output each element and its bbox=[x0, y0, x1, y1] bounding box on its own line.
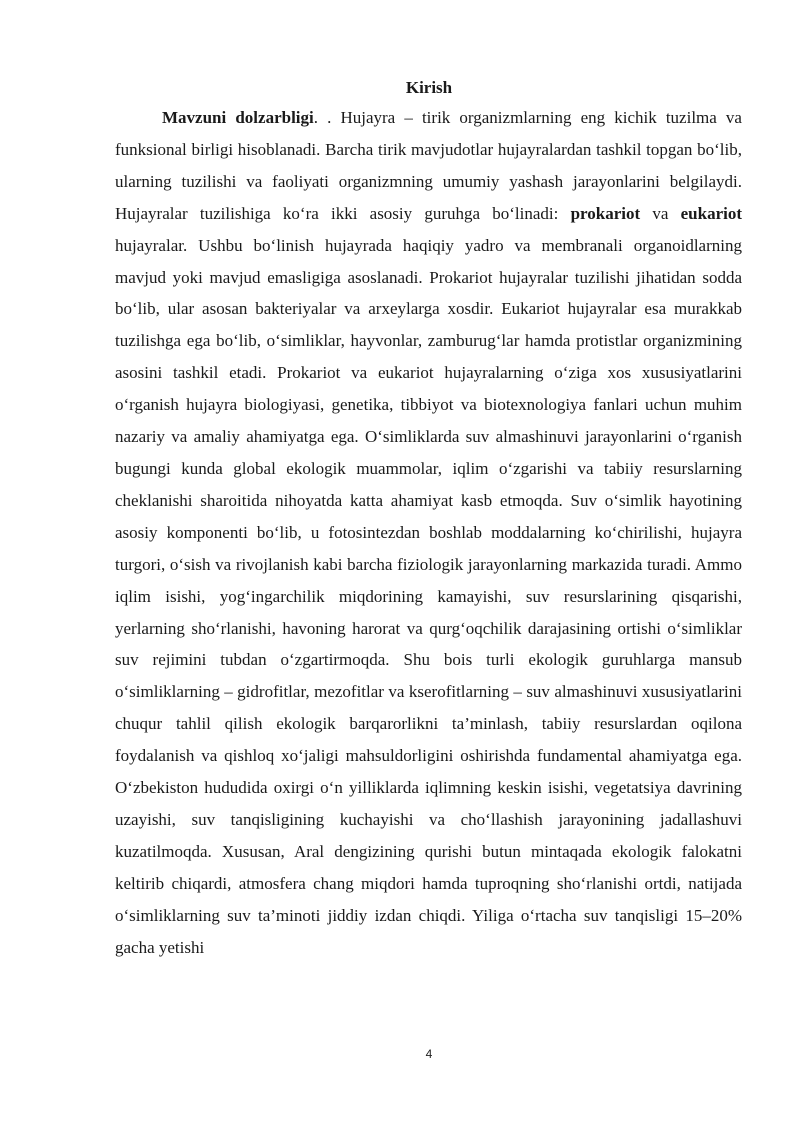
paragraph-text-3: hujayralar. Ushbu bo‘linish hujayrada haqiqiy yadro va membranali organoidlarning mavjud yoki mavjud emasligiga asoslanadi. Prokariot hujayralar tuzilishi jihatidan sodda bo‘lib, ular asosan bakteriyalar va arxeylarga xosdir. Eukariot hujayralar esa murakkab tuzilishga ega bo‘lib, o‘simliklar, hayvonlar, zamburug‘lar hamda protistlar organizmining asosini tashkil etadi. Prokariot va eukariot hujayralarning o‘ziga xos xususiyatlarini o‘rganish hujayra biologiyasi, genetika, tibbiyot va biotexnologiya fanlari uchun muhim nazariy va amaliy ahamiyatga ega. O‘simliklarda suv almashinuvi jarayonlarini o‘rganish bugungi kunda global ekologik muammolar, iqlim o‘zgarishi va tabiiy resurslarning cheklanishi sharoitida nihoyatda katta ahamiyat kasb etmoqda. Suv o‘simlik hayotining asosiy komponenti bo‘lib, u fotosintezdan boshlab moddalarning ko‘chirilishi, hujayra turgori, o‘sish va rivojlanish kabi barcha fiziologik jarayonlarning markazida turadi. Ammo iqlim isishi, yog‘ingarchilik miqdorining kamayishi, suv resurslarining qisqarishi, yerlarning sho‘rlanishi, havoning harorat va qurg‘oqchilik darajasining ortishi o‘simliklar suv rejimini tubdan o‘zgartirmoqda. Shu bois turli ekologik guruhlarga mansub o‘simliklarning – gidrofitlar, mezofitlar va kserofitlarning – suv almashinuvi xususiyatlarini chuqur tahlil qilish ekologik barqarorlikni ta’minlash, tabiiy resurslardan oqilona foydalanish va qishloq xo‘jaligi mahsuldorligini oshirishda fundamental ahamiyatga ega. O‘zbekiston hududida oxirgi o‘n yilliklarda iqlimning keskin isishi, vegetatsiya davrining uzayishi, suv tanqisligining kuchayishi va cho‘llashish jarayonining jadallashuvi kuzatilmoqda. Xususan, Aral dengizining qurishi butun mintaqada ekologik falokatni keltirib chiqardi, atmosfera chang miqdori hamda tuproqning sho‘rlanishi ortdi, natijada o‘simliklarning suv ta’minoti jiddiy izdan chiqdi. Yiliga o‘rtacha suv tanqisligi 15–20% gacha yetishi bbox=[115, 235, 742, 957]
term-prokariot: prokariot bbox=[570, 203, 641, 223]
lead-bold-phrase: Mavzuni dolzarbligi bbox=[162, 108, 314, 127]
section-heading: Kirish bbox=[405, 78, 453, 97]
paragraph-text-1: . . Hujayra – tirik organizmlarning eng kichik tuzilma va funksional birligi hisoblanadi. Barcha tirik mavjudotlar hujayralardan tashkil topgan bo‘lib, ularning tuzilishi va faoliyati organizmning umumiy yashash jarayonlarini belgilaydi. Hujayralar tuzilishiga ko‘ra ikki asosiy guruhga bo‘linadi: bbox=[115, 108, 742, 223]
body-paragraph bbox=[115, 102, 742, 963]
term-eukariot: eukariot bbox=[680, 203, 743, 223]
paragraph-text-2: va bbox=[640, 203, 681, 223]
page-number: 4 bbox=[425, 1047, 433, 1061]
